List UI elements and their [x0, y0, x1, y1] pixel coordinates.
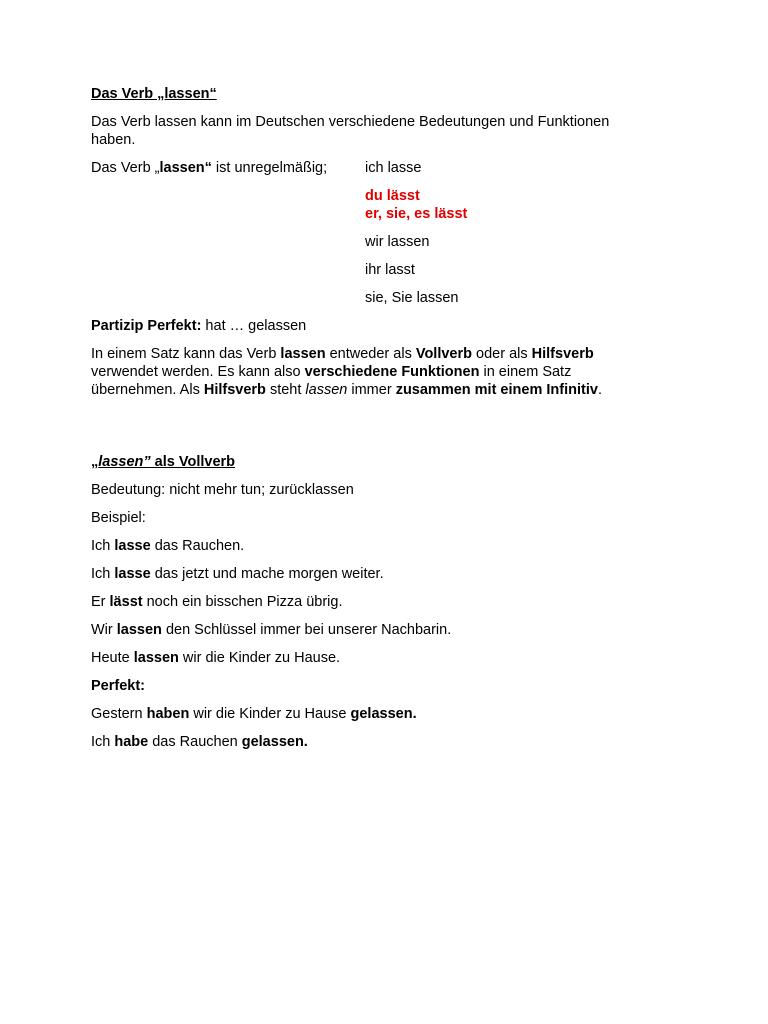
heading-verb: lassen” [98, 454, 151, 470]
conjugation-wir: wir lassen [365, 234, 430, 250]
conjugation-sie-Sie: sie, Sie lassen [365, 290, 459, 306]
text-run: entweder als [325, 346, 416, 362]
text-run-bold: gelassen. [241, 734, 308, 750]
text-run: das Rauchen [148, 734, 242, 750]
text-run-bold: haben [146, 706, 190, 722]
usage-paragraph-line-2 [91, 363, 571, 381]
perfekt-example [91, 705, 417, 723]
text-run: den Schlüssel immer bei unserer Nachbarin. [161, 622, 452, 638]
text-run: in einem Satz [479, 364, 572, 380]
text-run: Gestern [91, 706, 147, 722]
text-run: In einem Satz kann das Verb [91, 346, 281, 362]
perfekt-label-text: Perfekt: [91, 678, 145, 694]
text-run: verwendet werden. Es kann also [91, 364, 305, 380]
text-run: . [597, 382, 602, 398]
text-run: das jetzt und mache morgen weiter. [150, 566, 384, 582]
text-run-bold: verschiedene Funktionen [304, 364, 480, 380]
perfekt-label [91, 677, 145, 695]
text-run-bold: zusammen mit einem Infinitiv [395, 382, 598, 398]
example-sentence [91, 649, 340, 667]
text-run-italic: lassen [305, 382, 348, 398]
text-run: wir die Kinder zu Hause [189, 706, 351, 722]
heading-quote: „ [91, 454, 99, 470]
text-run: immer [347, 382, 396, 398]
text-run-bold: lassen [116, 622, 162, 638]
usage-paragraph-line-3 [91, 381, 602, 399]
text-run: Ich [91, 734, 115, 750]
text-run-bold: lassen [133, 650, 179, 666]
partizip-perfekt-line [91, 317, 306, 335]
text-run: noch ein bisschen Pizza übrig. [142, 594, 343, 610]
intro-line-2: haben. [91, 132, 136, 148]
text-run-bold: lassen [280, 346, 326, 362]
conjugation-ihr: ihr lasst [365, 262, 415, 278]
partizip-label: Partizip Perfekt: [91, 318, 202, 334]
text-run: oder als [472, 346, 532, 362]
text-run: übernehmen. Als [91, 382, 204, 398]
text-run: Ich [91, 566, 115, 582]
text-run-bold: Hilfsverb [531, 346, 594, 362]
conjugation-du: du lässt [365, 188, 420, 204]
text-run-bold: lasse [114, 538, 151, 554]
irregular-statement [91, 159, 327, 177]
conjugation-ich: ich lasse [365, 160, 422, 176]
meaning-line: Bedeutung: nicht mehr tun; zurücklassen [91, 482, 354, 498]
section-heading-vollverb [91, 453, 235, 471]
example-sentence [91, 593, 343, 611]
text-run-bold: lasse [114, 566, 151, 582]
heading-rest: als Vollverb [150, 454, 236, 470]
text-run-bold: Vollverb [415, 346, 472, 362]
text-run: Wir [91, 622, 117, 638]
text-run-bold: habe [114, 734, 149, 750]
example-label: Beispiel: [91, 510, 146, 526]
text-run: Er [91, 594, 110, 610]
text-run: Ich [91, 538, 115, 554]
example-sentence [91, 621, 451, 639]
irregular-verb: lassen“ [159, 160, 212, 176]
text-run: wir die Kinder zu Hause. [178, 650, 341, 666]
text-run-bold: gelassen. [350, 706, 417, 722]
example-sentence [91, 565, 384, 583]
irregular-post: ist unregelmäßig; [211, 160, 328, 176]
conjugation-er-sie-es: er, sie, es lässt [365, 206, 468, 222]
irregular-pre: Das Verb „ [91, 160, 160, 176]
text-run: steht [265, 382, 306, 398]
intro-line-1: Das Verb lassen kann im Deutschen verschiedene Bedeutungen und Funktionen [91, 114, 610, 130]
perfekt-example [91, 733, 308, 751]
text-run-bold: lässt [109, 594, 143, 610]
section-heading-verb-lassen: Das Verb „lassen“ [91, 86, 217, 102]
text-run-bold: Hilfsverb [203, 382, 266, 398]
text-run: das Rauchen. [150, 538, 245, 554]
usage-paragraph-line-1 [91, 345, 594, 363]
text-run: Heute [91, 650, 134, 666]
example-sentence [91, 537, 244, 555]
partizip-value: hat … gelassen [201, 318, 307, 334]
